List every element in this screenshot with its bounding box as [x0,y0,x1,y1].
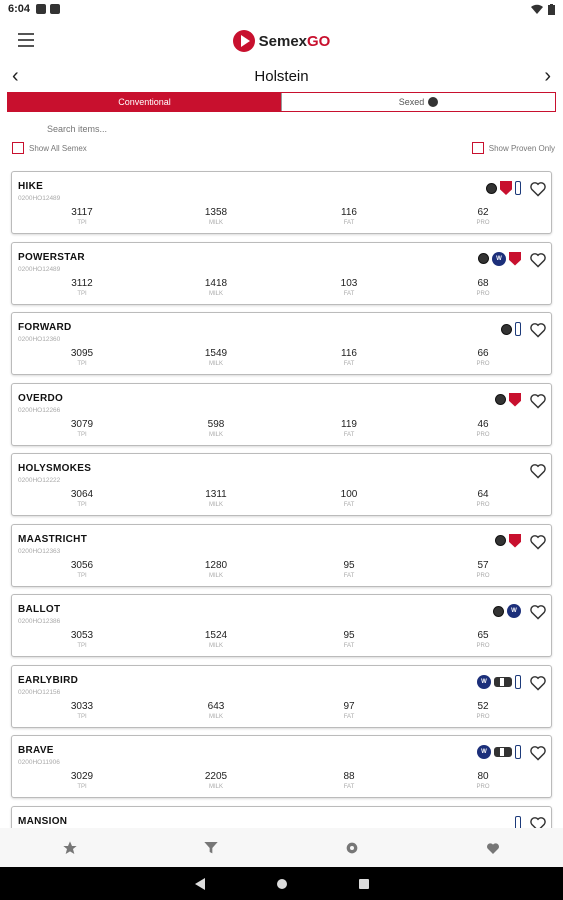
stat-tpi [52,348,112,367]
proven-only-label: Show Proven Only [488,143,555,153]
show-proven-only-checkbox[interactable] [472,142,555,154]
stat-tpi [52,278,112,297]
favorite-heart-icon[interactable] [529,322,547,338]
favorite-heart-icon[interactable] [529,745,547,761]
status-time: 6:04 [8,3,31,15]
bull-card[interactable] [11,242,552,305]
pro-value: 62 [477,207,489,218]
tpi-label: TPI [77,431,87,438]
stat-pro [453,701,513,720]
bull-code: 0200HO12363 [18,547,61,555]
fat-value: 116 [341,348,357,359]
bull-badges [486,181,521,195]
show-all-label: Show All Semex [29,143,87,153]
semexgo-logo [233,30,331,52]
w-badge-icon: W [492,252,506,266]
bull-code: 0200HO12360 [18,336,61,343]
bull-badges [478,252,521,266]
pro-value: 46 [477,418,489,430]
milk-value: 1549 [204,348,228,359]
cow-icon [494,677,512,687]
bull-badges [495,393,521,407]
pro-label: PRO [476,220,490,226]
milk-label: MILK [208,502,223,508]
stat-tpi [52,701,112,720]
fat-value: 119 [341,418,357,430]
pro-value: 66 [477,348,489,359]
semex-logo-icon [233,30,255,52]
milk-label: MILK [208,290,223,297]
pro-label: PRO [476,290,490,297]
stat-fat [319,278,379,297]
breed-title-bar [0,64,563,88]
stat-pro [453,630,513,649]
vial-icon [515,745,521,759]
fat-label: FAT [343,643,355,649]
shield-badge-icon [509,534,521,548]
pro-value: 80 [477,771,489,782]
fat-label: FAT [343,713,355,720]
bull-code: 0200HO12156 [18,688,61,696]
tpi-value: 3112 [71,277,93,289]
cow-icon [494,747,512,757]
tpi-value: 3029 [70,771,94,782]
bull-name: BRAVE [18,745,54,756]
fat-value: 116 [341,207,357,218]
sire-ball-icon [501,324,512,335]
bull-badges [493,604,521,618]
stat-tpi [52,419,112,438]
stat-pro [453,278,513,297]
tpi-label: TPI [77,220,87,226]
stat-pro [453,771,513,790]
stat-fat [319,348,379,367]
filter-row [0,142,563,154]
checkbox-box[interactable] [472,142,484,154]
stat-pro [453,207,513,226]
search-input[interactable] [47,120,347,138]
stat-fat [319,207,379,226]
fat-label: FAT [343,431,355,438]
bull-badges [501,322,521,336]
bull-card[interactable] [11,171,552,234]
vial-icon [515,675,521,689]
gear-icon[interactable] [342,838,362,858]
pro-label: PRO [476,713,490,720]
tpi-label: TPI [77,361,87,367]
milk-label: MILK [208,361,223,367]
milk-value: 1311 [205,489,227,500]
bull-card[interactable] [11,383,552,446]
milk-label: MILK [208,643,223,649]
sire-ball-icon [493,606,504,617]
w-badge-icon: W [477,745,491,759]
fat-label: FAT [343,290,355,297]
sire-ball-icon [478,253,489,264]
semen-type-tabs [7,92,556,112]
stat-fat [319,701,379,720]
hamburger-menu-icon[interactable] [18,33,34,47]
heart-icon[interactable] [483,838,503,858]
tpi-value: 3079 [70,418,94,430]
back-triangle-icon[interactable] [195,878,205,890]
stat-milk [186,701,246,720]
tpi-label: TPI [77,643,87,649]
stat-fat [319,771,379,790]
sexed-icon [428,97,438,107]
bull-name: HIKE [18,181,44,192]
w-badge-icon: W [507,604,521,618]
vial-icon [515,181,521,195]
checkbox-box[interactable] [12,142,24,154]
star-icon[interactable] [60,838,80,858]
recents-square-icon[interactable] [359,879,369,889]
wifi-icon [531,4,543,14]
page-title: Holstein [254,67,309,85]
stat-milk [186,630,246,649]
bull-card[interactable] [11,594,552,657]
sd-card-icon [50,4,60,14]
stat-milk [186,771,246,790]
tpi-label: TPI [77,713,87,720]
milk-value: 643 [207,700,225,712]
fat-label: FAT [343,502,355,508]
milk-value: 1524 [204,630,228,641]
stat-milk [186,348,246,367]
pro-value: 68 [477,277,489,289]
app-bar [0,18,563,64]
fat-value: 95 [343,559,355,571]
stat-fat [319,560,379,579]
fat-value: 97 [343,700,355,712]
tpi-label: TPI [77,572,87,579]
tpi-value: 3033 [70,700,94,712]
logo-text-go: GO [307,32,331,50]
bull-name: BALLOT [18,604,61,615]
home-circle-icon[interactable] [277,879,287,889]
bull-code: 0200HO12489 [18,195,61,202]
stat-milk [186,489,246,508]
stat-milk [186,560,246,579]
bull-card[interactable] [11,312,552,375]
stat-fat [319,630,379,649]
bull-badges [477,745,521,759]
pro-label: PRO [476,643,490,649]
stat-tpi [52,489,112,508]
fat-label: FAT [343,220,355,226]
tpi-value: 3095 [70,348,94,359]
favorite-heart-icon[interactable] [529,181,547,197]
favorite-heart-icon[interactable] [529,675,547,691]
bull-name: HOLYSMOKES [18,463,92,474]
pro-label: PRO [476,361,490,367]
stat-pro [453,348,513,367]
shield-badge-icon [509,393,521,407]
favorite-heart-icon[interactable] [529,604,547,620]
bull-card[interactable] [11,665,552,728]
sire-ball-icon [495,394,506,405]
bull-name: EARLYBIRD [18,674,79,686]
stat-tpi [52,560,112,579]
pro-label: PRO [476,502,490,508]
sire-ball-icon [486,183,497,194]
bull-name: FORWARD [18,322,72,333]
shield-badge-icon [500,181,512,195]
stat-milk [186,207,246,226]
favorite-heart-icon[interactable] [529,534,547,550]
favorite-heart-icon[interactable] [529,252,547,268]
bottom-navigation [0,828,563,867]
stat-pro [453,419,513,438]
bull-name: MANSION [18,815,68,827]
stat-fat [319,489,379,508]
battery-icon [548,4,555,15]
milk-label: MILK [208,220,223,226]
bull-card[interactable] [11,735,552,798]
filter-icon[interactable] [201,838,221,858]
bull-code: 0200HO11906 [18,759,60,766]
bull-card[interactable] [11,453,552,516]
milk-label: MILK [208,784,223,790]
sire-ball-icon [495,535,506,546]
stat-tpi [52,771,112,790]
fat-value: 88 [343,771,355,782]
bull-list[interactable] [11,171,552,828]
show-all-semex-checkbox[interactable] [12,142,87,154]
bull-code: 0200HO12489 [18,265,61,273]
status-bar [0,0,563,18]
tpi-label: TPI [77,502,87,508]
stat-milk [186,278,246,297]
favorite-heart-icon[interactable] [529,463,547,479]
tpi-value: 3053 [70,630,94,641]
bull-code: 0200HO12266 [18,406,61,414]
notification-icon [36,4,46,14]
stat-tpi [52,630,112,649]
tpi-label: TPI [77,784,87,790]
bull-name: POWERSTAR [18,251,85,263]
tpi-label: TPI [77,290,87,297]
stat-pro [453,560,513,579]
fat-label: FAT [343,784,355,790]
pro-value: 64 [477,489,489,500]
logo-text-semex: Semex [258,32,308,50]
fat-value: 100 [340,489,358,500]
pro-value: 52 [477,700,489,712]
chevron-left-icon[interactable]: ‹ [12,64,19,87]
bull-badges [495,534,521,548]
milk-value: 1358 [204,207,228,218]
pro-label: PRO [476,784,490,790]
shield-badge-icon [509,252,521,266]
system-navigation-bar [0,867,563,900]
fat-value: 95 [343,630,355,641]
milk-value: 2205 [204,771,228,782]
tpi-value: 3056 [70,559,94,571]
stat-tpi [52,207,112,226]
milk-value: 598 [207,418,225,430]
bull-card[interactable] [11,524,552,587]
chevron-right-icon[interactable]: › [544,64,551,87]
milk-value: 1418 [204,277,228,289]
milk-label: MILK [208,572,223,579]
tpi-value: 3117 [71,207,93,218]
vial-icon [515,322,521,336]
tab-conventional-label: Conventional [118,97,171,107]
w-badge-icon: W [477,675,491,689]
bull-code: 0200HO12222 [18,477,61,484]
favorite-heart-icon[interactable] [529,393,547,409]
bull-name: MAASTRICHT [18,533,88,545]
tab-conventional[interactable] [8,93,281,111]
pro-value: 57 [477,559,489,571]
tpi-value: 3064 [70,489,94,500]
fat-label: FAT [343,361,355,367]
pro-label: PRO [476,572,490,579]
bull-code: 0200HO12386 [18,618,61,625]
fat-value: 103 [340,277,358,289]
bull-name: OVERDO [18,392,64,404]
pro-label: PRO [476,431,490,438]
stat-milk [186,419,246,438]
tab-sexed[interactable] [281,93,555,111]
stat-pro [453,489,513,508]
fat-label: FAT [343,572,355,579]
milk-value: 1280 [204,559,228,571]
pro-value: 65 [477,630,489,641]
milk-label: MILK [208,431,223,438]
milk-label: MILK [208,713,223,720]
bull-badges [477,675,521,689]
tab-sexed-label: Sexed [398,97,425,107]
stat-fat [319,419,379,438]
